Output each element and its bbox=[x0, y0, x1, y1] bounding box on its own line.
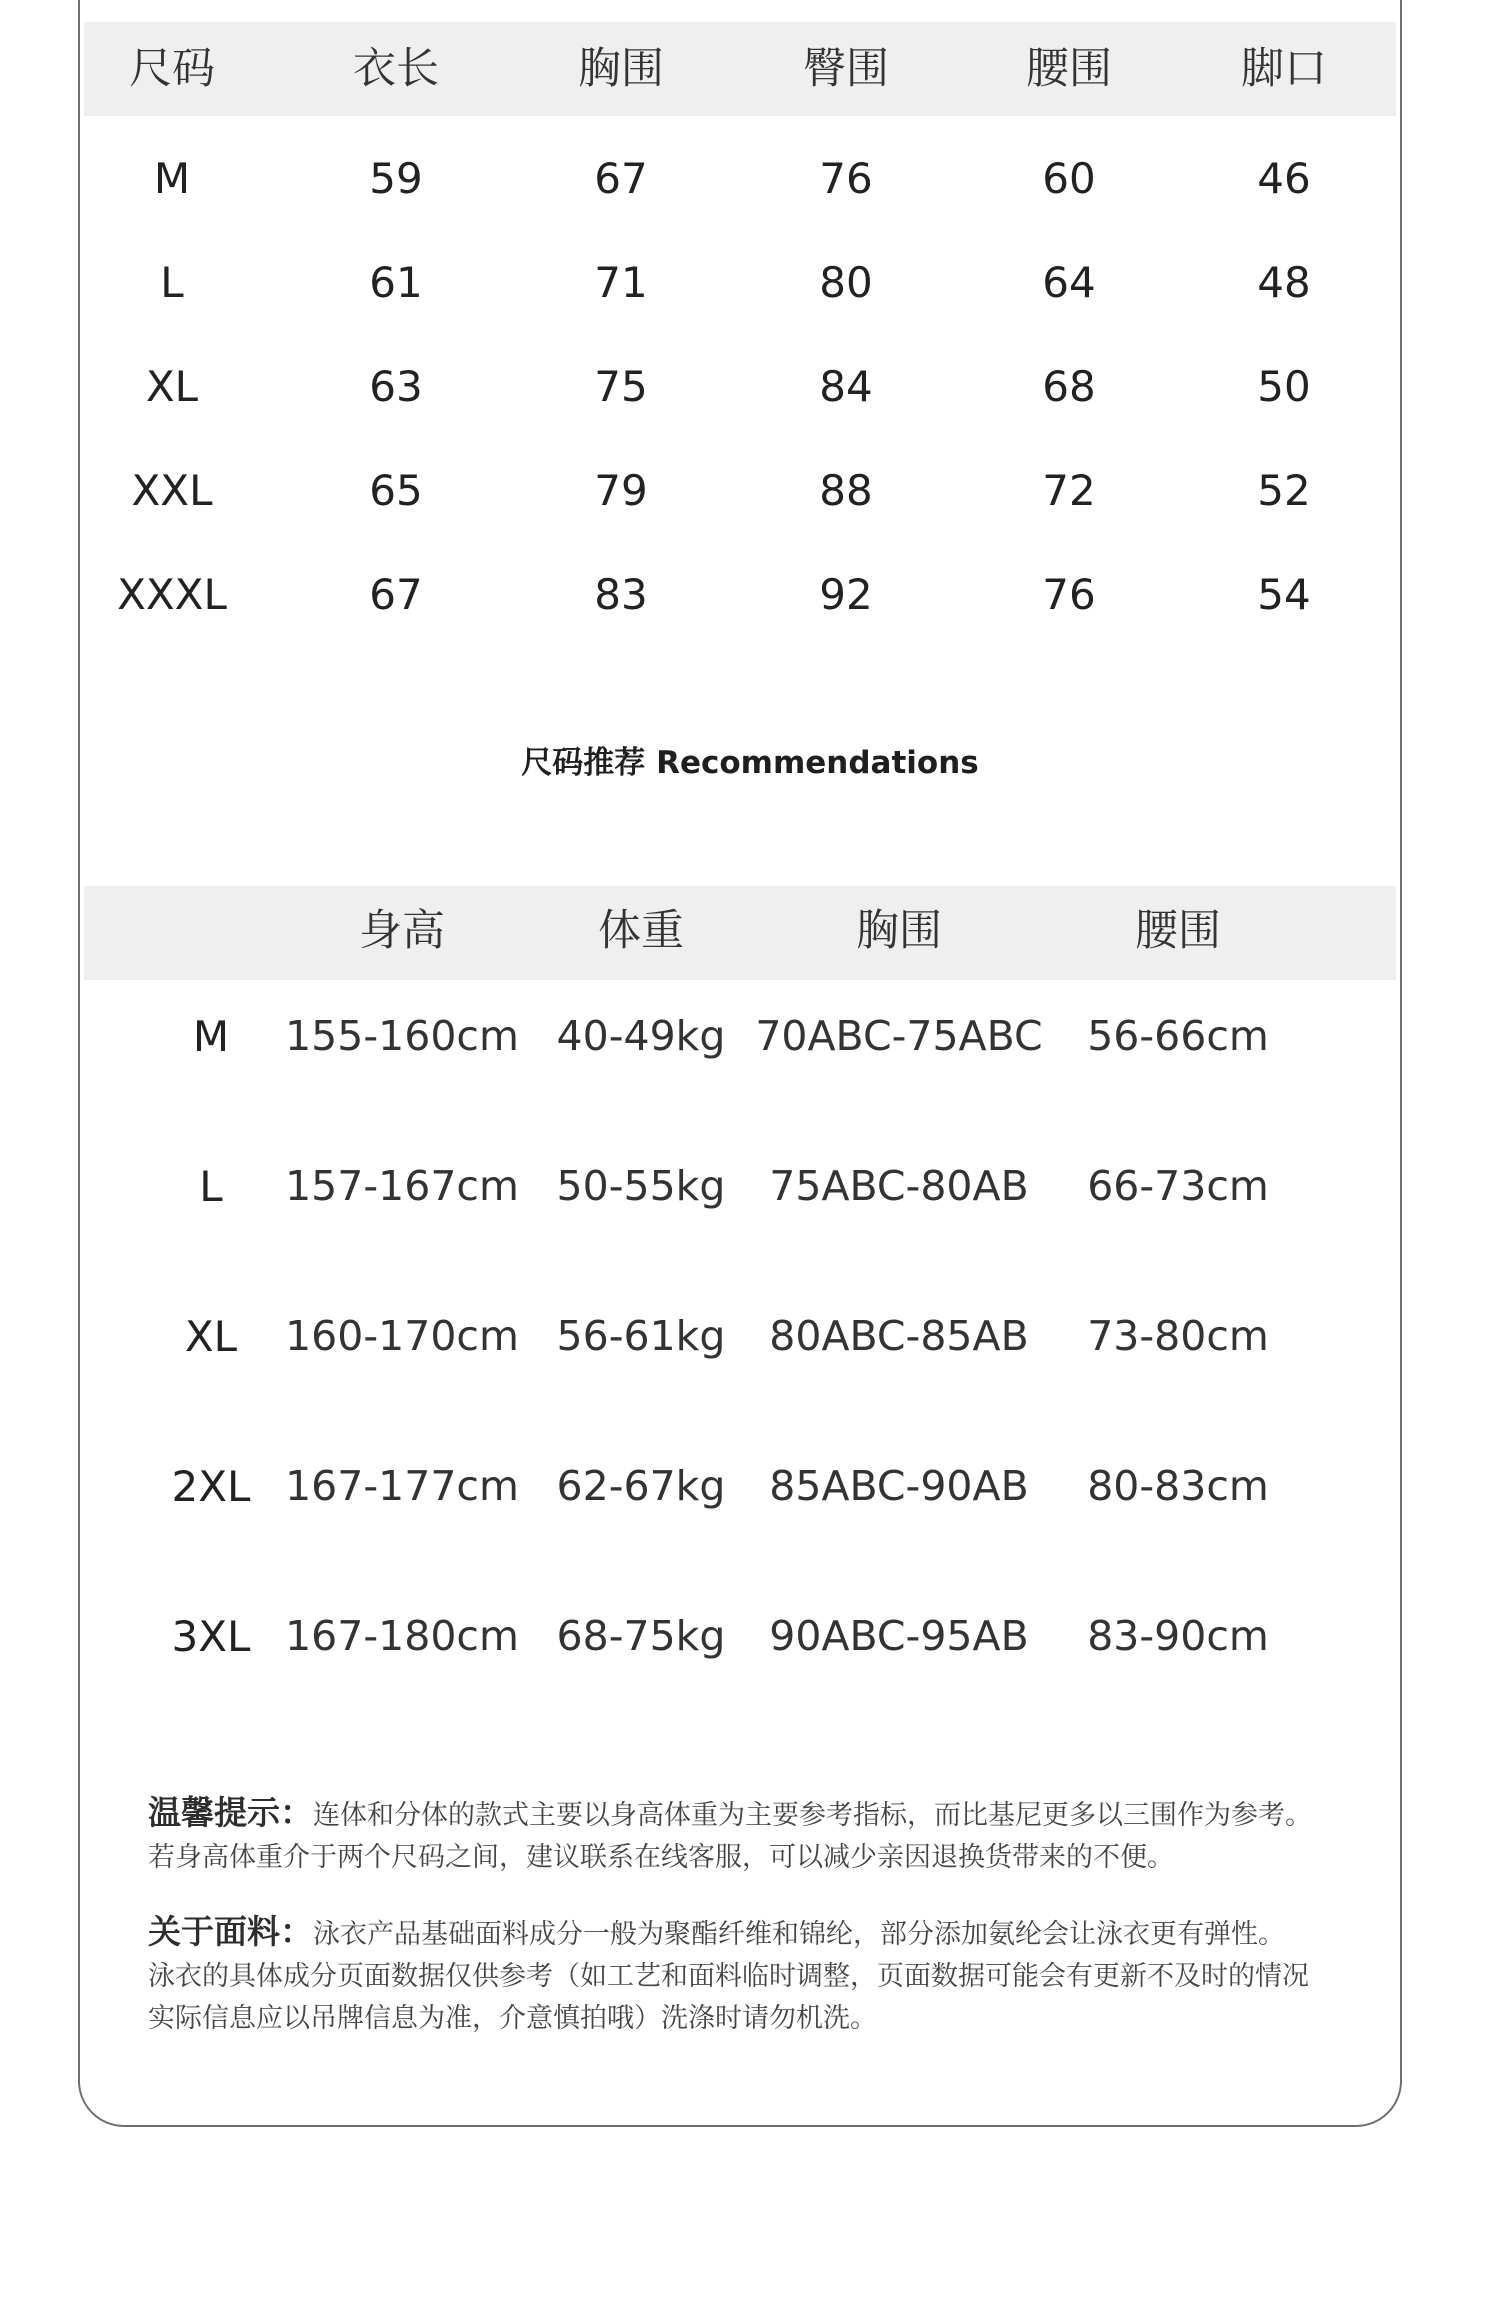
recommendations-body bbox=[84, 1012, 1396, 1766]
size-cell: XXL bbox=[131, 466, 213, 515]
waist-cell: 83-90cm bbox=[1087, 1612, 1269, 1660]
length-cell: 59 bbox=[369, 154, 423, 203]
tip-text-2: 若身高体重介于两个尺码之间，建议联系在线客服，可以减少亲因退换货带来的不便。 bbox=[148, 1842, 1174, 1873]
size-cell: 2XL bbox=[171, 1462, 251, 1511]
waist-cell: 76 bbox=[1042, 570, 1096, 619]
table-row bbox=[84, 154, 1396, 262]
bust-cell: 85ABC-90AB bbox=[769, 1462, 1029, 1510]
waist-cell: 80-83cm bbox=[1087, 1462, 1269, 1510]
table-row bbox=[84, 258, 1396, 366]
size-table-body bbox=[84, 154, 1396, 678]
bust-cell: 90ABC-95AB bbox=[769, 1612, 1029, 1660]
fabric-text-2: 泳衣的具体成分页面数据仅供参考（如工艺和面料临时调整，页面数据可能会有更新不及时的情况 bbox=[148, 1961, 1309, 1992]
hem-cell: 50 bbox=[1257, 362, 1311, 411]
waist-header: 腰围 bbox=[1135, 906, 1221, 956]
size-cell: M bbox=[153, 154, 191, 203]
size-cell: L bbox=[199, 1162, 223, 1211]
chest-cell: 71 bbox=[594, 258, 648, 307]
hem-cell: 52 bbox=[1257, 466, 1311, 515]
weight-header: 体重 bbox=[598, 906, 684, 956]
waist-cell: 60 bbox=[1042, 154, 1096, 203]
waist-cell: 72 bbox=[1042, 466, 1096, 515]
bust-cell: 75ABC-80AB bbox=[769, 1162, 1029, 1210]
table-row bbox=[84, 1312, 1396, 1466]
hem-header: 脚口 bbox=[1241, 44, 1327, 94]
fabric-note bbox=[148, 1911, 1368, 2040]
height-cell: 167-177cm bbox=[285, 1462, 519, 1510]
fabric-line-1 bbox=[148, 1911, 1368, 1956]
tip-note bbox=[148, 1792, 1368, 1879]
table-row bbox=[84, 1612, 1396, 1766]
chest-cell: 79 bbox=[594, 466, 648, 515]
size-header: 尺码 bbox=[129, 44, 215, 94]
tip-text-1: 连体和分体的款式主要以身高体重为主要参考指标，而比基尼更多以三围作为参考。 bbox=[313, 1800, 1312, 1831]
waist-cell: 68 bbox=[1042, 362, 1096, 411]
tip-label: 温馨提示： bbox=[148, 1793, 313, 1832]
recommendations-header bbox=[84, 886, 1396, 980]
table-row bbox=[84, 1012, 1396, 1166]
height-cell: 167-180cm bbox=[285, 1612, 519, 1660]
tip-line-1 bbox=[148, 1792, 1368, 1837]
weight-cell: 50-55kg bbox=[556, 1162, 726, 1210]
hip-cell: 88 bbox=[819, 466, 873, 515]
hip-cell: 80 bbox=[819, 258, 873, 307]
size-cell: XL bbox=[145, 362, 199, 411]
fabric-text-3: 实际信息应以吊牌信息为准，介意慎拍哦）洗涤时请勿机洗。 bbox=[148, 2003, 877, 2034]
chest-cell: 67 bbox=[594, 154, 648, 203]
height-cell: 155-160cm bbox=[285, 1012, 519, 1060]
fabric-text-1: 泳衣产品基础面料成分一般为聚酯纤维和锦纶，部分添加氨纶会让泳衣更有弹性。 bbox=[313, 1919, 1285, 1950]
size-cell: XXXL bbox=[117, 570, 227, 619]
size-cell: 3XL bbox=[171, 1612, 251, 1661]
length-cell: 63 bbox=[369, 362, 423, 411]
table-row bbox=[84, 570, 1396, 678]
table-row bbox=[84, 1462, 1396, 1616]
weight-cell: 56-61kg bbox=[556, 1312, 726, 1360]
chest-cell: 75 bbox=[594, 362, 648, 411]
weight-cell: 62-67kg bbox=[556, 1462, 726, 1510]
hem-cell: 46 bbox=[1257, 154, 1311, 203]
height-cell: 160-170cm bbox=[285, 1312, 519, 1360]
hip-cell: 92 bbox=[819, 570, 873, 619]
height-cell: 157-167cm bbox=[285, 1162, 519, 1210]
bust-cell: 70ABC-75ABC bbox=[755, 1012, 1043, 1060]
waist-cell: 64 bbox=[1042, 258, 1096, 307]
chest-cell: 83 bbox=[594, 570, 648, 619]
bust-header: 胸围 bbox=[856, 906, 942, 956]
fabric-label: 关于面料： bbox=[148, 1912, 313, 1951]
weight-cell: 40-49kg bbox=[556, 1012, 726, 1060]
waist-cell: 56-66cm bbox=[1087, 1012, 1269, 1060]
recommendations-table bbox=[84, 886, 1396, 1730]
height-header: 身高 bbox=[359, 906, 445, 956]
hip-header: 臀围 bbox=[803, 44, 889, 94]
size-table-header bbox=[84, 22, 1396, 116]
notes-section bbox=[148, 1792, 1368, 2072]
bust-cell: 80ABC-85AB bbox=[769, 1312, 1029, 1360]
recommendations-title: 尺码推荐 Recommendations bbox=[521, 745, 979, 781]
length-header: 衣长 bbox=[353, 44, 439, 94]
size-table bbox=[84, 22, 1396, 636]
weight-cell: 68-75kg bbox=[556, 1612, 726, 1660]
waist-header: 腰围 bbox=[1026, 44, 1112, 94]
size-cell: XL bbox=[184, 1312, 238, 1361]
size-cell: M bbox=[192, 1012, 230, 1061]
length-cell: 61 bbox=[369, 258, 423, 307]
chest-header: 胸围 bbox=[578, 44, 664, 94]
length-cell: 65 bbox=[369, 466, 423, 515]
size-cell: L bbox=[160, 258, 184, 307]
table-row bbox=[84, 1162, 1396, 1316]
table-row bbox=[84, 466, 1396, 574]
hip-cell: 84 bbox=[819, 362, 873, 411]
hip-cell: 76 bbox=[819, 154, 873, 203]
length-cell: 67 bbox=[369, 570, 423, 619]
waist-cell: 66-73cm bbox=[1087, 1162, 1269, 1210]
hem-cell: 48 bbox=[1257, 258, 1311, 307]
waist-cell: 73-80cm bbox=[1087, 1312, 1269, 1360]
hem-cell: 54 bbox=[1257, 570, 1311, 619]
table-row bbox=[84, 362, 1396, 470]
